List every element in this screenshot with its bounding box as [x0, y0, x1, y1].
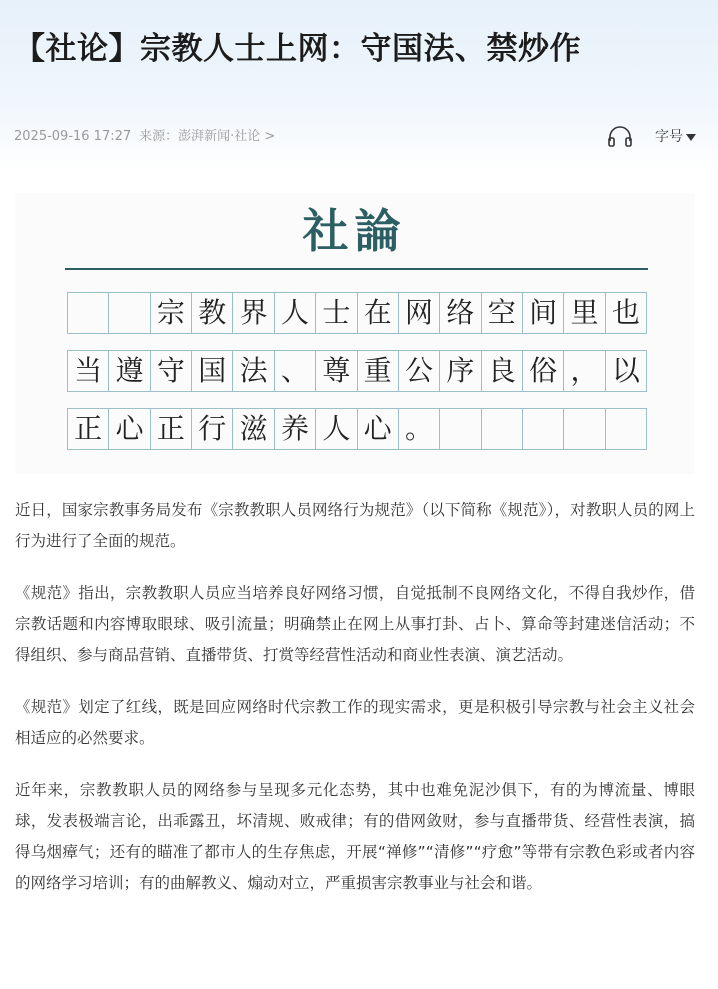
grid-cell: 尊	[316, 351, 357, 391]
grid-cell: 在	[358, 293, 399, 333]
publish-datetime: 2025-09-16 17:27	[14, 129, 132, 144]
grid-cell	[109, 293, 150, 333]
article-paragraph: 近年来，宗教教职人员的网络参与呈现多元化态势，其中也难免泥沙俱下，有的为博流量、博眼球，发表极端言论，出乖露丑，坏清规、败戒律；有的借网敛财，参与直播带货、经营性表演，搞得乌烟瘴气；还有的瞄准了都市人的生存焦虑，开展“禅修”“清修”“疗愈”等带有宗教色彩或者内容的网络学习培训；有的曲解教义、煽动对立，严重损害宗教事业与社会和谐。	[15, 781, 695, 892]
grid-cell	[440, 409, 481, 449]
grid-cell: 教	[192, 293, 233, 333]
grid-cell: 空	[482, 293, 523, 333]
grid-cell: 心	[109, 409, 150, 449]
grid-cell	[523, 409, 564, 449]
grid-cell: 络	[440, 293, 481, 333]
banner-grid-row	[67, 408, 647, 450]
grid-cell: 、	[275, 351, 316, 391]
caret-down-icon	[686, 134, 696, 141]
headphone-icon[interactable]	[607, 124, 633, 148]
grid-cell: 滋	[233, 409, 274, 449]
grid-cell: 俗	[523, 351, 564, 391]
grid-cell	[606, 409, 647, 449]
grid-cell: 间	[523, 293, 564, 333]
banner-heading: 社論	[302, 204, 407, 258]
grid-cell: 人	[275, 293, 316, 333]
article-paragraph: 近日，国家宗教事务局发布《宗教教职人员网络行为规范》（以下简称《规范》），对教职人员的网上行为进行了全面的规范。	[15, 501, 695, 550]
grid-cell: 正	[68, 409, 109, 449]
grid-cell: 行	[192, 409, 233, 449]
grid-cell: 序	[440, 351, 481, 391]
article-paragraph: 《规范》指出，宗教教职人员应当培养良好网络习惯，自觉抵制不良网络文化，不得自我炒作，借宗教话题和内容博取眼球、吸引流量；明确禁止在网上从事打卦、占卜、算命等封建迷信活动；不得组织、参与商品营销、直播带货、打赏等经营性活动和商业性表演、演艺活动。	[15, 584, 695, 664]
grid-cell: 守	[151, 351, 192, 391]
source-link[interactable]: 来源：澎湃新闻·社论 >	[139, 129, 276, 144]
article-meta	[14, 128, 275, 146]
banner-grid-row	[67, 292, 647, 334]
grid-cell: 。	[399, 409, 440, 449]
grid-cell: 国	[192, 351, 233, 391]
grid-cell	[482, 409, 523, 449]
grid-cell: 良	[482, 351, 523, 391]
grid-cell: 心	[358, 409, 399, 449]
editorial-banner-image	[15, 193, 694, 474]
article-paragraph: 《规范》划定了红线，既是回应网络时代宗教工作的现实需求，更是积极引导宗教与社会主义社会相适应的必然要求。	[15, 698, 695, 747]
grid-cell: 法	[233, 351, 274, 391]
grid-cell: 以	[606, 351, 647, 391]
grid-cell: 里	[564, 293, 605, 333]
article-title: 【社论】宗教人士上网：守国法、禁炒作	[14, 31, 581, 67]
font-size-button[interactable]	[655, 126, 696, 146]
grid-cell: 人	[316, 409, 357, 449]
grid-cell: 也	[606, 293, 647, 333]
grid-cell: 正	[151, 409, 192, 449]
article-tools	[607, 124, 696, 148]
banner-grid-row	[67, 350, 647, 392]
grid-cell: 宗	[151, 293, 192, 333]
grid-cell	[68, 293, 109, 333]
grid-cell: 网	[399, 293, 440, 333]
grid-cell	[564, 409, 605, 449]
grid-cell: 士	[316, 293, 357, 333]
grid-cell: 遵	[109, 351, 150, 391]
banner-divider	[65, 268, 648, 270]
font-size-label: 字号	[655, 129, 683, 145]
grid-cell: ，	[564, 351, 605, 391]
grid-cell: 重	[358, 351, 399, 391]
article-body	[15, 495, 695, 920]
grid-cell: 公	[399, 351, 440, 391]
grid-cell: 当	[68, 351, 109, 391]
grid-cell: 界	[233, 293, 274, 333]
grid-cell: 养	[275, 409, 316, 449]
